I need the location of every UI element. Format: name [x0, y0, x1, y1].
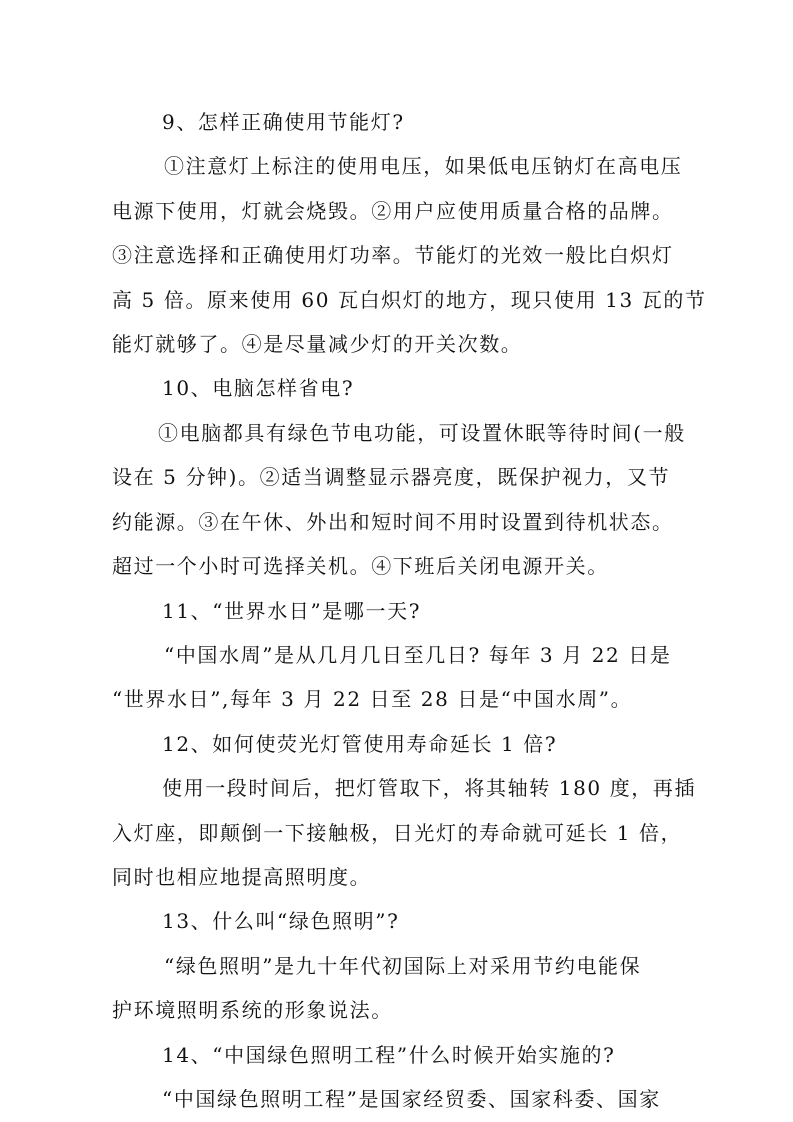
section-10-line-1: ①电脑都具有绿色节电功能，可设置休眠等待时间(一般	[158, 421, 686, 445]
section-9-line-3: ③注意选择和正确使用灯功率。节能灯的光效一般比白炽灯	[112, 243, 674, 267]
section-9-line-5: 能灯就够了。④是尽量减少灯的开关次数。	[112, 332, 523, 356]
section-11-heading: 11、“世界水日”是哪一天?	[162, 599, 422, 623]
section-11-line-2: “世界水日”,每年 3 月 22 日至 28 日是“中国水周”。	[112, 687, 633, 711]
section-12-line-2: 入灯座，即颠倒一下接触极，日光灯的寿命就可延长 1 倍，	[112, 821, 683, 845]
section-12-line-3: 同时也相应地提高照明度。	[112, 865, 372, 889]
section-13-line-1: “绿色照明”是九十年代初国际上对采用节约电能保	[164, 954, 642, 978]
section-14-line-1: “中国绿色照明工程”是国家经贸委、国家科委、国家	[162, 1087, 661, 1111]
section-9-line-1: ①注意灯上标注的使用电压，如果低电压钠灯在高电压	[164, 154, 683, 178]
section-9-heading: 9、怎样正确使用节能灯?	[162, 110, 405, 134]
section-12-heading: 12、如何使荧光灯管使用寿命延长 1 倍?	[162, 732, 558, 756]
section-10-heading: 10、电脑怎样省电?	[162, 376, 355, 400]
section-10-line-2: 设在 5 分钟)。②适当调整显示器亮度，既保护视力，又节	[112, 465, 671, 489]
section-9-line-4: 高 5 倍。原来使用 60 瓦白炽灯的地方，现只使用 13 瓦的节	[112, 288, 707, 312]
section-13-heading: 13、什么叫“绿色照明”?	[162, 909, 400, 933]
section-11-line-1: “中国水周”是从几月几日至几日? 每年 3 月 22 日是	[164, 643, 672, 667]
section-14-heading: 14、“中国绿色照明工程”什么时候开始实施的?	[162, 1043, 616, 1067]
section-9-line-2: 电源下使用，灯就会烧毁。②用户应使用质量合格的品牌。	[112, 199, 674, 223]
section-10-line-4: 超过一个小时可选择关机。④下班后关闭电源开关。	[112, 554, 609, 578]
section-12-line-1: 使用一段时间后，把灯管取下，将其轴转 180 度，再插	[162, 776, 697, 800]
section-13-line-2: 护环境照明系统的形象说法。	[112, 998, 393, 1022]
section-10-line-3: 约能源。③在午休、外出和短时间不用时设置到待机状态。	[112, 510, 674, 534]
